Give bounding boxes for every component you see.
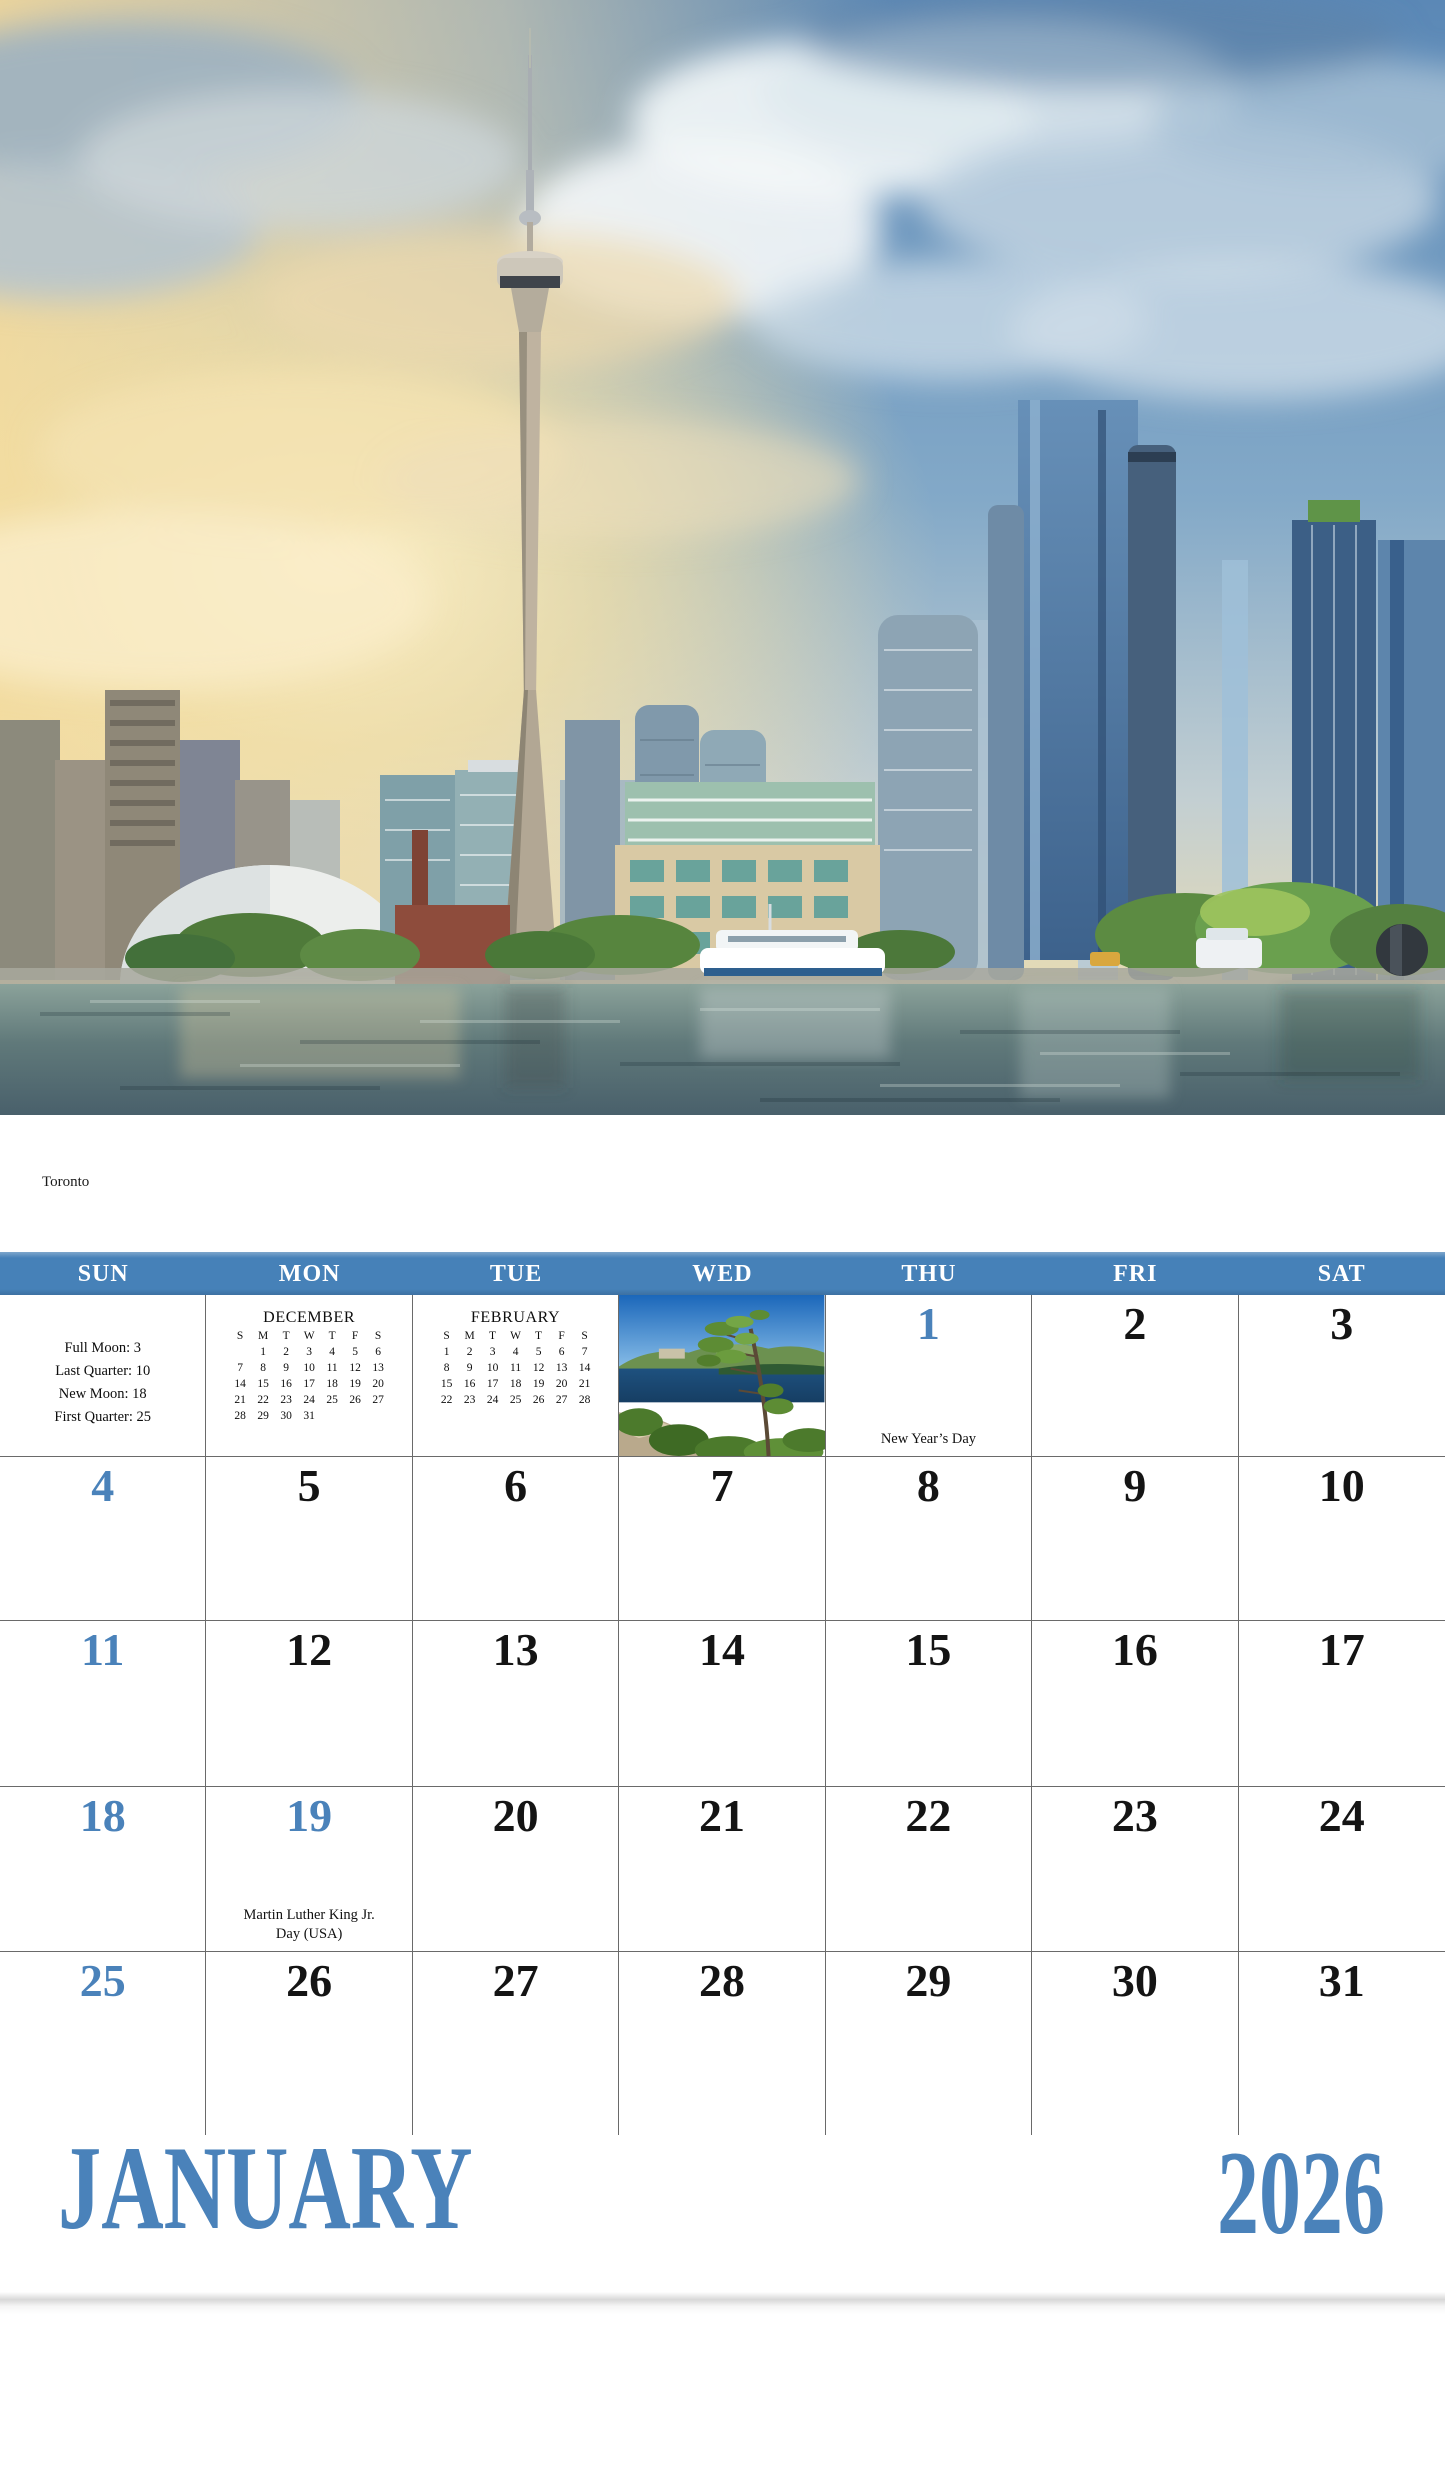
mini-day: 12: [349, 1362, 361, 1374]
mini-day: 23: [463, 1394, 476, 1406]
day-number: 16: [1111, 1624, 1158, 1675]
weekday-label-sun: SUN: [77, 1261, 129, 1287]
mini-dow-letter: F: [558, 1330, 565, 1342]
page-bottom-shadow: [0, 2292, 1445, 2314]
moon-phase-line: New Moon: 18: [58, 1386, 147, 1402]
day-number: 17: [1318, 1624, 1365, 1675]
mini-day: 1: [260, 1346, 266, 1358]
day-cell-14: [619, 1621, 825, 1787]
day-cell-3: [1239, 1295, 1445, 1457]
mini-day: 25: [326, 1394, 338, 1406]
day-cell-17: [1239, 1621, 1445, 1787]
mini-day: 19: [532, 1378, 545, 1390]
mini-dow-letter: M: [464, 1330, 475, 1342]
weekday-label-tue: TUE: [489, 1261, 543, 1287]
day-number: 24: [1318, 1790, 1365, 1841]
holiday-note-line: Martin Luther King Jr.: [243, 1906, 375, 1923]
day-cell-4: [0, 1457, 206, 1621]
mini-calendar: [206, 1295, 411, 1424]
moon-phase-line: Full Moon: 3: [64, 1340, 141, 1356]
mini-day: 31: [303, 1410, 315, 1422]
mini-dow-letter: M: [258, 1330, 269, 1342]
mini-dow-letter: T: [328, 1330, 336, 1342]
holiday-note: [208, 1906, 409, 1944]
weekday-label-mon: MON: [278, 1261, 341, 1287]
mini-day: 13: [555, 1362, 568, 1374]
mini-day: 19: [349, 1378, 361, 1390]
mini-day: 17: [303, 1378, 315, 1390]
mini-day: 20: [555, 1378, 568, 1390]
mini-day: 14: [578, 1362, 591, 1374]
day-cell-1: [826, 1295, 1032, 1457]
mini-day: 2: [466, 1346, 473, 1358]
day-cell-20: [413, 1787, 619, 1952]
calendar-grid: [0, 1295, 1445, 2135]
day-cell-18: [0, 1787, 206, 1952]
mini-dow-letter: T: [282, 1330, 290, 1342]
mini-day: [229, 1344, 252, 1360]
mini-day: 24: [486, 1394, 499, 1406]
mini-day: 13: [372, 1362, 384, 1374]
mini-day: 24: [303, 1394, 315, 1406]
mini-day: 27: [372, 1394, 384, 1406]
day-number: 4: [91, 1460, 115, 1511]
mini-day: 11: [326, 1362, 338, 1374]
day-cell-13: [413, 1621, 619, 1787]
day-cell-10: [1239, 1457, 1445, 1621]
mini-day: 22: [257, 1394, 269, 1406]
mini-calendar: [413, 1295, 618, 1408]
day-cell-11: [0, 1621, 206, 1787]
day-cell-9: [1032, 1457, 1238, 1621]
day-number: 14: [698, 1624, 745, 1675]
day-number: 12: [286, 1624, 333, 1675]
day-number: 18: [79, 1790, 126, 1841]
day-number: 25: [79, 1955, 126, 2006]
day-cell-26: [206, 1952, 412, 2135]
day-number: 13: [492, 1624, 539, 1675]
moon-phase-line: Last Quarter: 10: [55, 1363, 151, 1379]
weekday-label-wed: WED: [692, 1261, 753, 1287]
day-number: 26: [286, 1955, 333, 2006]
mini-day: 8: [443, 1362, 450, 1374]
day-number: 29: [905, 1955, 952, 2006]
day-number: 2: [1123, 1298, 1147, 1349]
day-number: 30: [1111, 1955, 1158, 2006]
day-cell-15: [826, 1621, 1032, 1787]
day-cell-29: [826, 1952, 1032, 2135]
nature-photo-thumbnail: [619, 1295, 824, 1456]
mini-day: 2: [283, 1346, 289, 1358]
mini-day: 3: [306, 1346, 312, 1358]
day-cell-22: [826, 1787, 1032, 1952]
day-number: 28: [698, 1955, 745, 2006]
mini-calendar-december: [206, 1295, 412, 1457]
day-number: 10: [1318, 1460, 1365, 1511]
mini-day: 3: [489, 1346, 496, 1358]
mini-day: 22: [440, 1394, 453, 1406]
weekday-header-row: [0, 1252, 1445, 1295]
day-number: 31: [1318, 1955, 1365, 2006]
moon-phase-line: First Quarter: 25: [54, 1409, 152, 1425]
day-number: 7: [710, 1460, 734, 1511]
mini-day: 8: [260, 1362, 266, 1374]
day-cell-30: [1032, 1952, 1238, 2135]
mini-day: 10: [486, 1362, 499, 1374]
moon-phases-cell: [0, 1295, 206, 1457]
mini-day: 5: [352, 1346, 358, 1358]
mini-day: 16: [463, 1378, 476, 1390]
mini-day: 26: [532, 1394, 545, 1406]
day-cell-5: [206, 1457, 412, 1621]
holiday-note-line: New Year’s Day: [880, 1430, 977, 1447]
mini-day: 12: [532, 1362, 545, 1374]
day-cell-21: [619, 1787, 825, 1952]
mini-day: 15: [257, 1378, 269, 1390]
day-number: 1: [916, 1298, 940, 1349]
day-cell-23: [1032, 1787, 1238, 1952]
day-number: 21: [698, 1790, 745, 1841]
mini-dow-letter: S: [581, 1330, 588, 1342]
mini-day: 15: [440, 1378, 453, 1390]
day-number: 15: [905, 1624, 952, 1675]
mini-day: 4: [329, 1346, 335, 1358]
mini-dow-letter: S: [443, 1330, 450, 1342]
mini-calendar-february: [413, 1295, 619, 1457]
mini-calendar-grid: [206, 1328, 411, 1424]
moon-phase-lines: [0, 1295, 205, 1429]
day-cell-7: [619, 1457, 825, 1621]
day-cell-25: [0, 1952, 206, 2135]
day-cell-27: [413, 1952, 619, 2135]
day-cell-6: [413, 1457, 619, 1621]
day-number: 27: [492, 1955, 539, 2006]
weekday-label-thu: THU: [901, 1261, 957, 1287]
mini-day: 25: [509, 1394, 522, 1406]
day-cell-31: [1239, 1952, 1445, 2135]
day-number: 8: [916, 1460, 940, 1511]
mini-dow-letter: S: [374, 1330, 382, 1342]
mini-dow-letter: T: [535, 1330, 543, 1342]
mini-day: 9: [466, 1362, 473, 1374]
holiday-note-line: Day (USA): [275, 1925, 343, 1942]
month-title: JANUARY: [58, 2121, 473, 2254]
mini-day: 20: [372, 1378, 384, 1390]
day-number: 9: [1123, 1460, 1147, 1511]
mini-day: 26: [349, 1394, 361, 1406]
day-number: 5: [297, 1460, 321, 1511]
mini-day: 27: [555, 1394, 568, 1406]
mini-day: 29: [257, 1410, 269, 1422]
mini-day: 16: [280, 1378, 292, 1390]
day-cell-28: [619, 1952, 825, 2135]
mini-calendar-title: DECEMBER: [263, 1309, 356, 1326]
day-cell-2: [1032, 1295, 1238, 1457]
day-number: 22: [905, 1790, 952, 1841]
day-number: 20: [492, 1790, 539, 1841]
mini-day: 5: [535, 1346, 542, 1358]
day-number: 11: [80, 1624, 125, 1675]
mini-dow-letter: F: [351, 1330, 359, 1342]
mini-day: 17: [486, 1378, 499, 1390]
weekday-label-sat: SAT: [1317, 1261, 1366, 1287]
mini-calendar-grid: [413, 1328, 618, 1408]
mini-day: 4: [512, 1346, 519, 1358]
mini-day: 14: [234, 1378, 246, 1390]
mini-day: 18: [509, 1378, 522, 1390]
mini-day: 28: [578, 1394, 591, 1406]
day-number: 19: [286, 1790, 333, 1841]
mini-calendar-title: FEBRUARY: [470, 1309, 561, 1326]
mini-dow-letter: W: [510, 1330, 521, 1342]
day-cell-19: [206, 1787, 412, 1952]
mini-day: 10: [303, 1362, 315, 1374]
mini-day: 11: [510, 1362, 522, 1374]
day-number: 23: [1111, 1790, 1158, 1841]
day-cell-24: [1239, 1787, 1445, 1952]
day-cell-8: [826, 1457, 1032, 1621]
mini-dow-letter: T: [489, 1330, 497, 1342]
day-cell-12: [206, 1621, 412, 1787]
mini-day: 21: [578, 1378, 591, 1390]
mini-day: 1: [443, 1346, 450, 1358]
mini-day: 18: [326, 1378, 338, 1390]
mini-day: 9: [283, 1362, 289, 1374]
mini-day: 28: [234, 1410, 246, 1422]
mini-day: 21: [234, 1394, 246, 1406]
mini-day: 30: [280, 1410, 292, 1422]
holiday-note: [828, 1430, 1029, 1449]
photo-thumbnail-cell: [619, 1295, 825, 1457]
day-number: 6: [504, 1460, 528, 1511]
mini-day: 7: [237, 1362, 243, 1374]
mini-dow-letter: S: [236, 1330, 244, 1342]
mini-day: 23: [280, 1394, 292, 1406]
day-cell-16: [1032, 1621, 1238, 1787]
mini-day: 7: [581, 1346, 588, 1358]
mini-dow-letter: W: [303, 1330, 315, 1342]
mini-day: 6: [558, 1346, 565, 1358]
mini-day: 6: [375, 1346, 381, 1358]
photo-caption: Toronto: [42, 1174, 90, 1190]
weekday-label-fri: FRI: [1113, 1261, 1158, 1287]
toronto-skyline-photo: [0, 0, 1445, 1115]
year-title: 2026: [1217, 2126, 1385, 2259]
day-number: 3: [1330, 1298, 1354, 1349]
